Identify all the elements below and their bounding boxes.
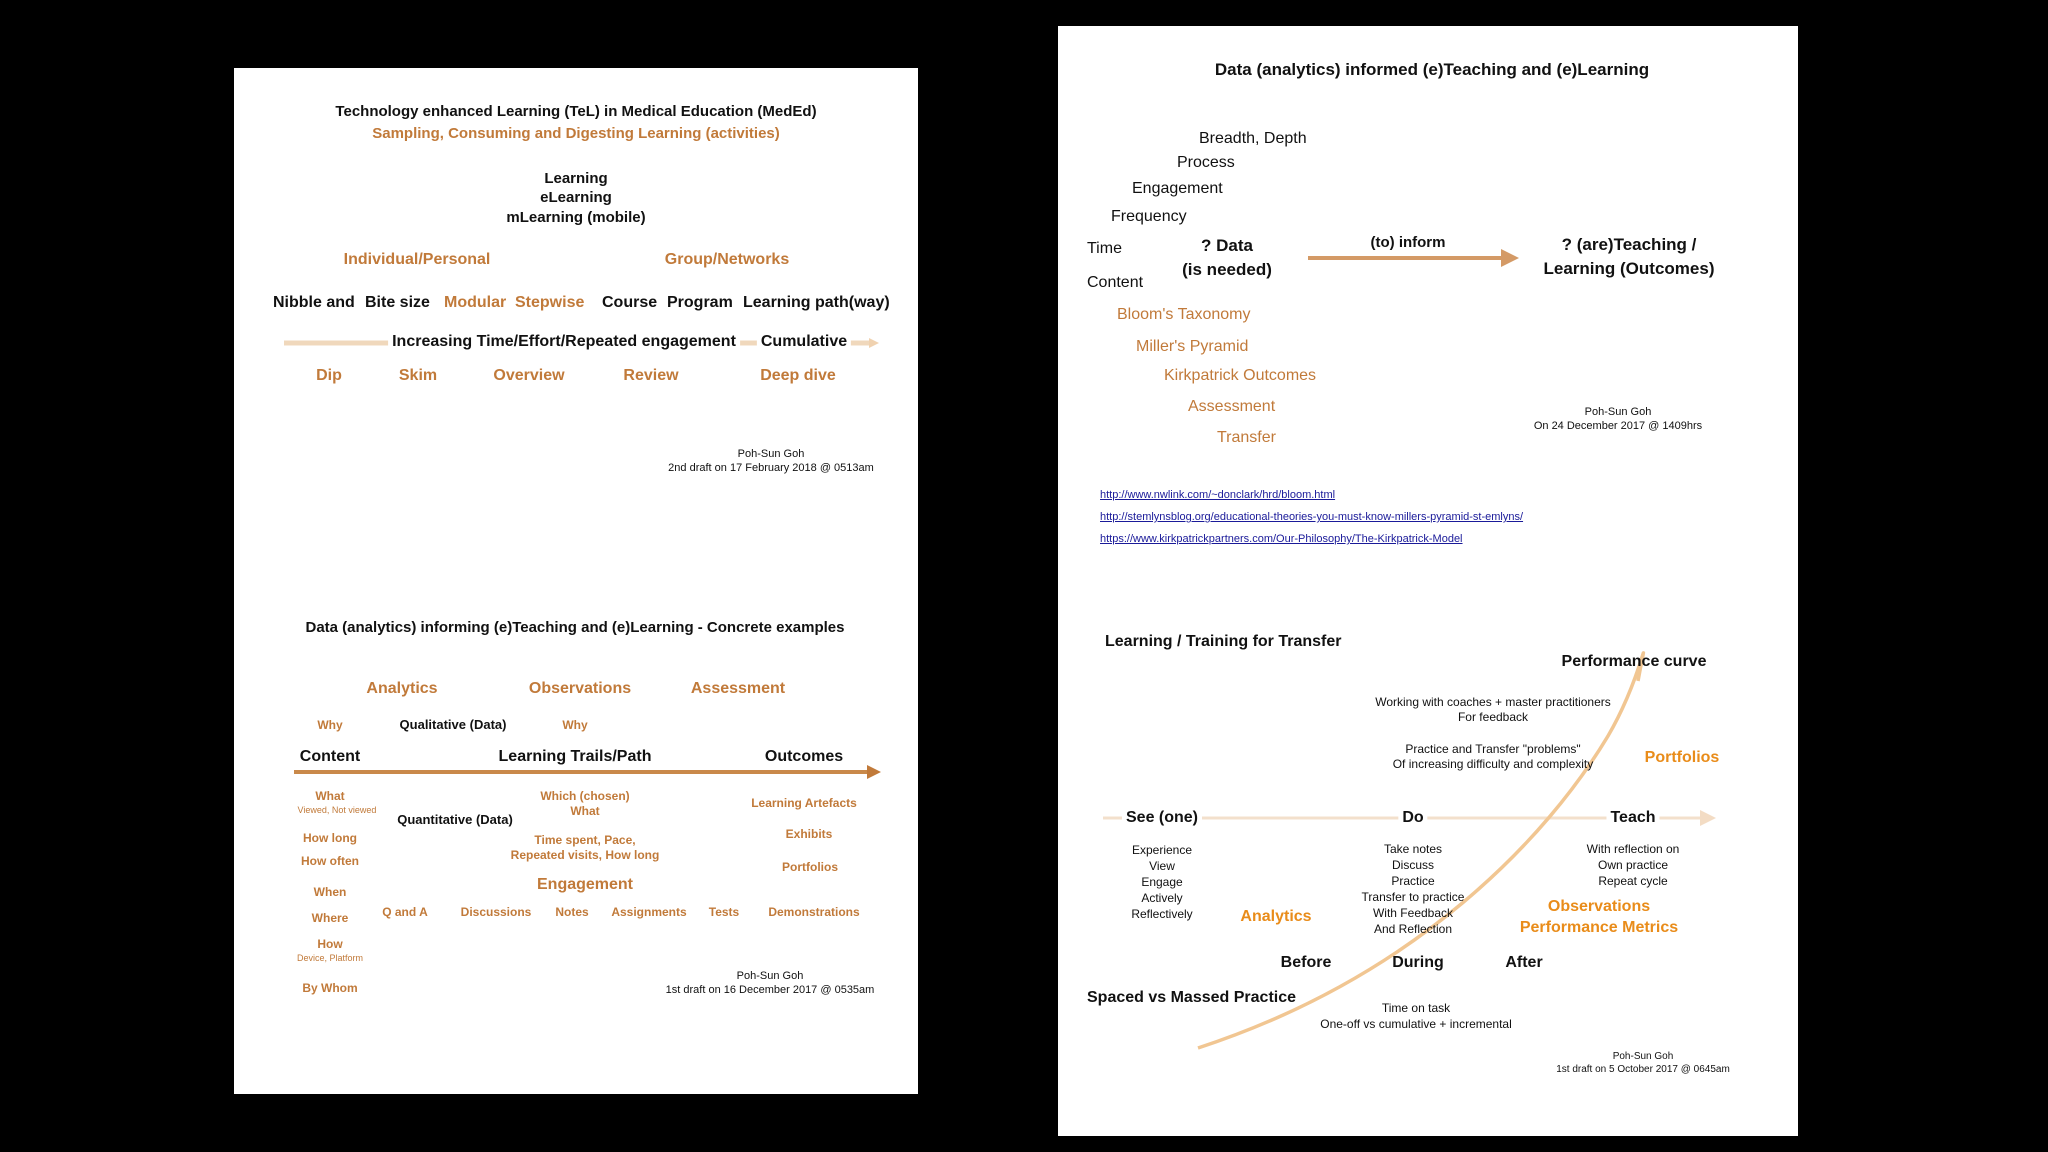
right-top-author: Poh-Sun Goh [1584,406,1652,418]
portfolios-label: Portfolios [782,860,838,874]
before-label: Before [1280,954,1332,971]
teaching-label: ? (are)Teaching / [1561,235,1697,254]
engagement-arrow-label: Increasing Time/Effort/Repeated engagement [388,333,740,351]
learning-outcomes-label: Learning (Outcomes) [1543,259,1715,278]
individual-label: Individual/Personal [343,251,491,268]
deep-dive-label: Deep dive [760,367,836,384]
left-top-title: Technology enhanced Learning (TeL) in Medical Education (MedEd) [335,103,817,120]
during-label: During [1392,954,1444,971]
frequency-label: Frequency [1111,208,1187,225]
practice-label: Practice [1391,874,1435,888]
discussions-label: Discussions [460,905,532,919]
discuss-label: Discuss [1391,858,1435,872]
miller-link[interactable]: http://stemlynsblog.org/educational-theories-you-must-know-millers-pyramid-st-emlyns/ [1100,511,1524,523]
notes-label: Notes [555,905,589,919]
data-needed-label: (is needed) [1182,260,1272,279]
review-label: Review [623,367,679,384]
millers-pyramid-label: Miller's Pyramid [1136,338,1249,355]
right-top-title: Data (analytics) informed (e)Teaching and (e)Learning [1214,60,1650,79]
how-often-label: How often [301,854,359,868]
analytics-label: Analytics [366,680,438,697]
do-label: Do [1398,809,1427,827]
why-label-2: Why [562,718,588,732]
dip-label: Dip [316,367,342,384]
learning-artefacts-label: Learning Artefacts [751,796,857,810]
program-label: Program [667,294,733,311]
demonstrations-label: Demonstrations [768,905,860,919]
overview-label: Overview [493,367,565,384]
one-off-label: One-off vs cumulative + incremental [1320,1017,1512,1031]
with-feedback-label: With Feedback [1372,906,1454,920]
time-spent-label: Time spent, Pace, [534,833,636,847]
repeated-visits-label: Repeated visits, How long [510,848,660,862]
experience-label: Experience [1131,843,1193,857]
qualitative-label: Qualitative (Data) [399,717,507,732]
left-bottom-title: Data (analytics) informing (e)Teaching and (e)Learning - Concrete examples [305,619,845,636]
why-label-1: Why [317,718,343,732]
time-label: Time [1087,240,1122,257]
right-page [1058,26,1798,1136]
viewed-label: Viewed, Not viewed [297,805,377,815]
reflectively-label: Reflectively [1131,907,1193,921]
coaches-label: Working with coaches + master practitioners [1375,695,1611,709]
when-label: When [313,885,347,899]
engage-label: Engage [1141,875,1183,889]
course-label: Course [602,294,658,311]
exhibits-label: Exhibits [785,827,833,841]
transfer-practice-label: Transfer to practice [1361,890,1465,904]
content-label: Content [299,748,361,765]
right-bottom-author: Poh-Sun Goh [1612,1051,1674,1062]
where-label: Where [311,911,349,925]
reflection-on-label: With reflection on [1586,842,1680,856]
assessment-label-right: Assessment [1188,398,1276,415]
left-top-subtitle: Sampling, Consuming and Digesting Learning (activities) [372,125,780,142]
inform-label: (to) inform [1370,234,1446,251]
outcomes-label: Outcomes [764,748,844,765]
left-top-author: Poh-Sun Goh [737,448,805,460]
bloom-link[interactable]: http://www.nwlink.com/~donclark/hrd/bloom.html [1100,489,1336,501]
blooms-taxonomy-label: Bloom's Taxonomy [1117,306,1251,323]
device-platform-label: Device, Platform [296,953,364,963]
learning-path-label: Learning path(way) [743,294,890,311]
transfer-label: Transfer [1217,429,1276,446]
which-chosen-label: Which (chosen) [540,789,630,803]
left-top-draft: 2nd draft on 17 February 2018 @ 0513am [668,462,874,474]
increasing-difficulty-label: Of increasing difficulty and complexity [1392,757,1594,771]
q-and-a-label: Q and A [382,905,428,919]
quantitative-label: Quantitative (Data) [397,812,513,827]
content-label-right: Content [1087,274,1144,291]
after-label: After [1505,954,1543,971]
nibble-label: Nibble and [273,294,355,311]
see-one-label: See (one) [1122,809,1202,827]
cumulative-label: Cumulative [757,333,851,351]
time-on-task-label: Time on task [1381,1001,1451,1015]
right-top-date: On 24 December 2017 @ 1409hrs [1533,420,1703,432]
mlearning-label: mLearning (mobile) [506,209,646,226]
kirkpatrick-link[interactable]: https://www.kirkpatrickpartners.com/Our-Philosophy/The-Kirkpatrick-Model [1100,533,1463,545]
how-long-label: How long [303,831,357,845]
view-label: View [1149,859,1175,873]
actively-label: Actively [1141,891,1183,905]
what-label: What [315,789,345,803]
for-feedback-label: For feedback [1457,710,1529,724]
teach-label: Teach [1606,809,1659,827]
left-page [234,68,918,1094]
learning-transfer-title: Learning / Training for Transfer [1105,633,1342,650]
process-label: Process [1177,154,1235,171]
kirkpatrick-outcomes-label: Kirkpatrick Outcomes [1164,367,1317,384]
skim-label: Skim [398,367,438,384]
practice-transfer-label: Practice and Transfer "problems" [1405,742,1581,756]
data-label: ? Data [1201,236,1253,255]
own-practice-label: Own practice [1597,858,1669,872]
observations-label-right: Observations [1547,898,1651,915]
performance-curve-label: Performance curve [1561,653,1707,670]
and-reflection-label: And Reflection [1373,922,1453,936]
stepwise-label: Stepwise [515,294,585,311]
how-label: How [317,937,343,951]
left-bottom-author: Poh-Sun Goh [736,970,804,982]
observations-label: Observations [528,680,632,697]
analytics-label-right: Analytics [1240,908,1312,925]
engagement-label-right: Engagement [1132,180,1223,197]
tests-label: Tests [708,905,740,919]
group-label: Group/Networks [664,251,790,268]
assignments-label: Assignments [611,905,687,919]
engagement-label: Engagement [536,876,634,893]
repeat-cycle-label: Repeat cycle [1598,874,1668,888]
what-label-2: What [570,804,600,818]
spaced-massed-label: Spaced vs Massed Practice [1087,989,1297,1006]
portfolios-label-right: Portfolios [1644,749,1720,766]
take-notes-label: Take notes [1383,842,1443,856]
bite-size-label: Bite size [365,294,430,311]
by-whom-label: By Whom [302,981,358,995]
elearning-label: eLearning [540,189,612,206]
right-bottom-draft: 1st draft on 5 October 2017 @ 0645am [1556,1064,1730,1075]
learning-trails-label: Learning Trails/Path [498,748,652,765]
learning-label: Learning [544,170,608,187]
left-bottom-draft: 1st draft on 16 December 2017 @ 0535am [665,984,875,996]
performance-metrics-label: Performance Metrics [1519,919,1679,936]
breadth-depth-label: Breadth, Depth [1199,130,1307,147]
assessment-label: Assessment [690,680,786,697]
modular-label: Modular [444,294,507,311]
